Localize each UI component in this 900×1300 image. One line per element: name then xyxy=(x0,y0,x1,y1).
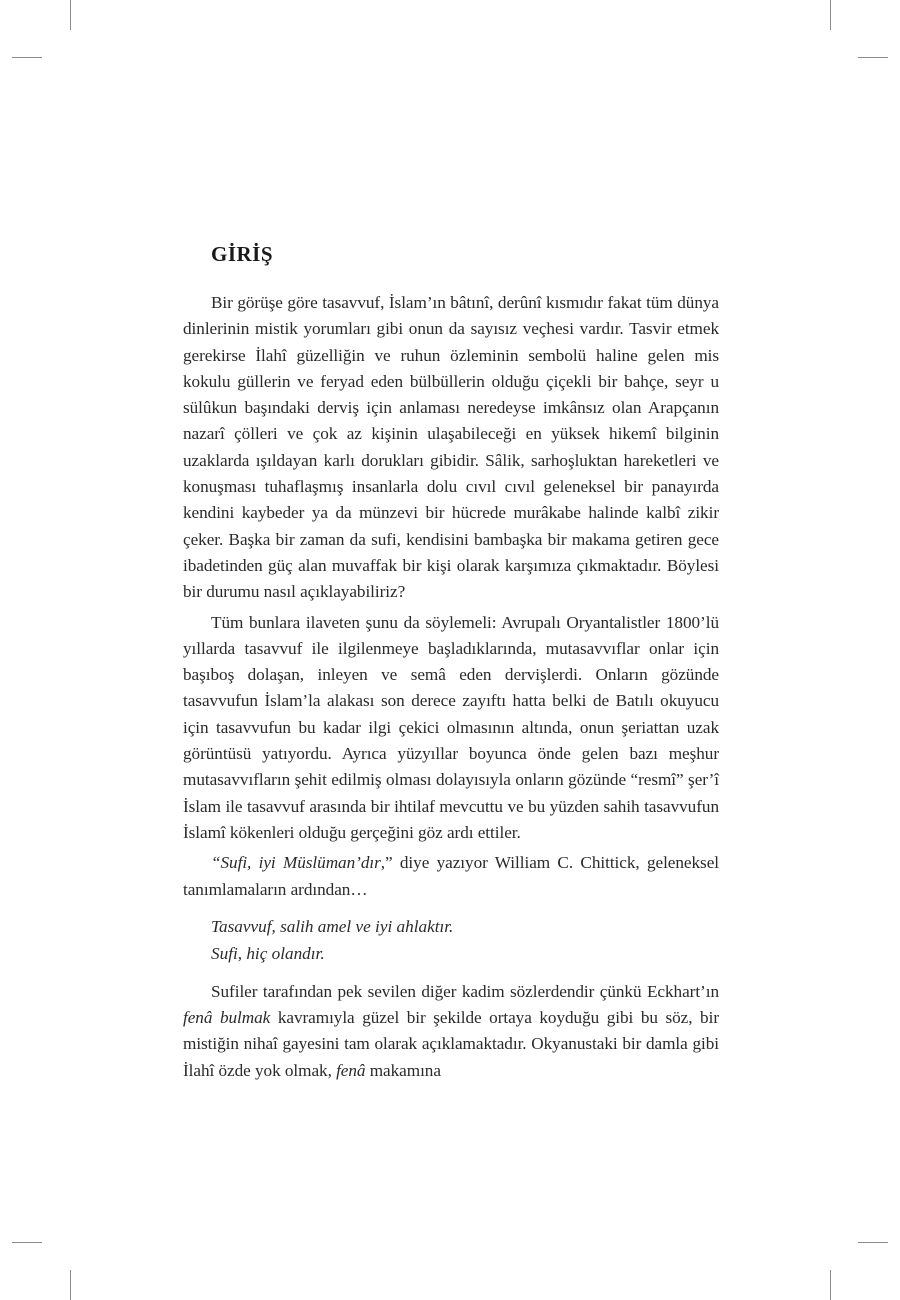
crop-mark xyxy=(858,1242,888,1243)
paragraph-4-part-c: kavramıyla güzel bir şekilde ortaya koyduğu gibi bu söz, bir mistiğin nihaî gayesini tam olarak açıklamaktadır. Okyanustaki bir damla gibi İlahî özde yok olmak, xyxy=(183,1008,719,1080)
crop-mark xyxy=(830,0,831,30)
crop-mark xyxy=(830,1270,831,1300)
chapter-heading: GİRİŞ xyxy=(211,242,274,266)
term-fena: fenâ xyxy=(336,1060,366,1080)
crop-mark xyxy=(70,1270,71,1300)
paragraph-3-rest: ,” diye yazıyor William C. Chittick, geleneksel tanımlamaların ardından… xyxy=(183,853,719,899)
crop-mark xyxy=(70,0,71,30)
term-fena-bulmak: fenâ bulmak xyxy=(183,1008,271,1028)
paragraph-1: Bir görüşe göre tasavvuf, İslam’ın bâtınî, derûnî kısmıdır fakat tüm dünya dinlerinin mistik yorumları gibi onun da sayısız veçhesi vardır. Tasvir etmek gerekirse İlahî güzelliğin ve ruhun özleminin sembolü haline gelen mis kokulu güllerin ve feryad eden bülbüllerin olduğu çiçekli bir bahçe, seyr u sülûkun başındaki derviş için anlaması neredeyse imkânsız olan Arapçanın nazarî çölleri ve çok az kişinin ulaşabileceği en yüksek hikemî bilginin uzaklarda ışıldayan karlı dorukları gibidir. Sâlik, sarhoşluktan hareketleri ve konuşması tuhaflaşmış insanlarla dolu cıvıl cıvıl geleneksel bir panayırda kendini kaybeder ya da münzevi bir hücrede murâkabe halinde kalbî zikir çeker. Başka bir zaman da sufi, kendisini bambaşka bir makama getiren gece ibadetinden güç alan muvaffak bir kişi olarak karşımıza çıkmaktadır. Böylesi bir durumu nasıl açıklayabiliriz? xyxy=(183,293,719,602)
block-quote xyxy=(211,913,719,967)
crop-mark xyxy=(12,57,42,58)
crop-mark xyxy=(12,1242,42,1243)
paragraph-2: Tüm bunlara ilaveten şunu da söylemeli: Avrupalı Oryantalistler 1800’lü yıllarda tasavvuf ile ilgilenmeye başladıklarında, mutasavvıflar onlar için başıboş dolaşan, inleyen ve semâ eden dervişlerdi. Onların gözünde tasavvufun İslam’la alakası son derece zayıftı hatta belki de Batılı okuyucu için tasavvufun bu kadar ilgi çekici olmasının altında, onun şeriattan uzak görüntüsü yatıyordu. Ayrıca yüzyıllar boyunca önde gelen bazı meşhur mutasavvıfların şehit edilmiş olması dolayısıyla onların gözünde “resmî” şer’î İslam ile tasavvuf arasında bir ihtilaf mevcuttu ve bu yüzden sahih tasavvufun İslamî kökenleri olduğu gerçeğini göz ardı ettiler. xyxy=(183,612,719,842)
paragraph-4 xyxy=(183,979,719,1084)
crop-mark xyxy=(858,57,888,58)
quote-line-1: Tasavvuf, salih amel ve iyi ahlaktır. xyxy=(211,916,454,936)
page-body xyxy=(183,238,719,1084)
quote-line-2: Sufi, hiç olandır. xyxy=(211,943,325,963)
paragraph-4-part-a: Sufiler tarafından pek sevilen diğer kadim sözlerdendir çünkü Eckhart’ın xyxy=(211,981,719,1001)
paragraph-3 xyxy=(183,850,719,903)
chittick-quote-italic: “Sufi, iyi Müslüman’dır xyxy=(211,853,381,873)
paragraph-4-part-e: makamına xyxy=(365,1060,441,1080)
